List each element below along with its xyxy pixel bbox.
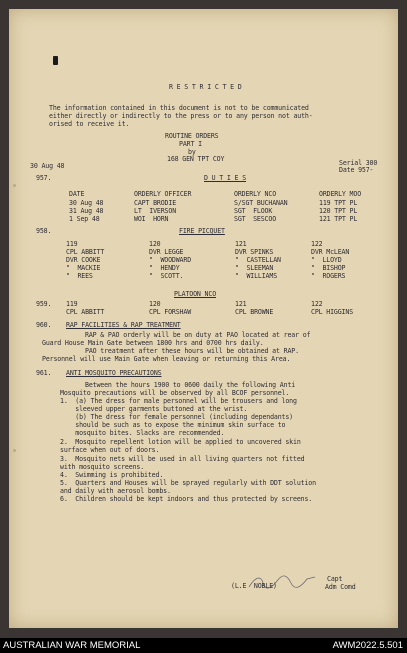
duties-cell: CAPT BRODIE	[134, 199, 177, 207]
section-title: ANTI MOSQUITO PRECAUTIONS	[66, 369, 162, 377]
para-number: 960.	[36, 321, 52, 329]
para-number: 957.	[36, 174, 52, 182]
signatory-name: (L.E NOBLE)	[231, 582, 277, 590]
punch-hole	[13, 184, 16, 187]
duties-header-moo: ORDERLY MOO	[319, 190, 362, 198]
picquet-platoon: 119	[66, 240, 78, 248]
signatory-role: Adm Comd	[325, 583, 356, 591]
picquet-name: " REES	[66, 272, 93, 280]
para-number: 961.	[36, 369, 52, 377]
nco-name: CPL BROWNE	[235, 308, 274, 316]
notice-line: The information contained in this document is not to be communicated	[49, 104, 309, 112]
picquet-name: " WILLIAMS	[235, 272, 278, 280]
body-line: with mosquito screens.	[60, 463, 145, 471]
body-line: mosquito bites. Slacks are recommended.	[60, 429, 225, 437]
body-line: PAO treatment after these hours will be obtained at RAP.	[85, 347, 299, 355]
body-line: Personnel will use Main Gate when leaving or returning this Area.	[42, 355, 291, 363]
section-title: FIRE PICQUET	[179, 227, 225, 235]
orders-title: ROUTINE ORDERS	[165, 132, 219, 140]
duties-cell: 1 Sep 48	[69, 215, 100, 223]
section-title: D U T I E S	[204, 174, 247, 182]
body-line: 6. Children should be kept indoors and thus protected by screens.	[60, 495, 313, 503]
duties-cell: 31 Aug 48	[69, 207, 104, 215]
orders-part: PART I	[179, 140, 202, 148]
picquet-platoon: 120	[149, 240, 161, 248]
picquet-name: " MACKIE	[66, 264, 101, 272]
para-number: 958.	[36, 227, 52, 235]
nco-name: CPL FORSHAW	[149, 308, 192, 316]
body-line: RAP & PAO orderly will be on duty at PAO located at rear of	[85, 331, 311, 339]
duties-header-officer: ORDERLY OFFICER	[134, 190, 192, 198]
picquet-name: " HENDY	[149, 264, 180, 272]
picquet-platoon: 122	[311, 240, 323, 248]
body-line: 2. Mosquito repellent lotion will be applied to uncovered skin	[60, 438, 301, 446]
duties-cell: 121 TPT PL	[319, 215, 358, 223]
document-page	[9, 9, 398, 628]
body-line: Mosquito precautions will be observed by all BCOF personnel.	[60, 389, 290, 397]
duties-cell: WOI HORN	[134, 215, 169, 223]
body-line: (b) The dress for female personnel (including dependants)	[60, 413, 294, 421]
picquet-name: " SCOTT.	[149, 272, 184, 280]
nco-platoon: 120	[149, 300, 161, 308]
duties-cell: 30 Aug 48	[69, 199, 104, 207]
body-line: Between the hours 1900 to 0600 daily the following Anti	[85, 381, 296, 389]
duties-cell: 119 TPT PL	[319, 199, 358, 207]
picquet-name: DVR SPINKS	[235, 248, 274, 256]
picquet-name: " BISHOP	[311, 264, 346, 272]
nco-platoon: 121	[235, 300, 247, 308]
duties-cell: 120 TPT PL	[319, 207, 358, 215]
nco-platoon: 119	[66, 300, 78, 308]
punch-hole	[13, 449, 16, 452]
duties-header-nco: ORDERLY NCO	[234, 190, 277, 198]
serial-number: Serial 300	[339, 159, 378, 167]
serial-date: Date 957-	[339, 166, 374, 174]
picquet-name: " LLOYD	[311, 256, 342, 264]
body-line: and daily with aerosol bombs.	[60, 487, 171, 495]
picquet-platoon: 121	[235, 240, 247, 248]
body-line: 1. (a) The dress for male personnel will be trousers and long	[60, 397, 297, 405]
notice-line: either directly or indirectly to the press or to any person not auth-	[49, 112, 313, 120]
section-title: RAP FACILITIES & RAP TREATMENT	[66, 321, 181, 329]
nco-name: CPL ABBITT	[66, 308, 105, 316]
section-title: PLATOON NCO	[174, 290, 217, 298]
body-line: should be such as to expose the minimum skin surface to	[60, 421, 286, 429]
picquet-name: " WOODWARD	[149, 256, 192, 264]
duties-cell: SGT SESCOO	[234, 215, 277, 223]
orders-by: by	[188, 148, 196, 156]
body-line: 3. Mosquito nets will be used in all living quarters not fitted	[60, 455, 305, 463]
para-number: 959.	[36, 300, 52, 308]
duties-header-date: DATE	[69, 190, 85, 198]
ink-blot	[53, 56, 58, 65]
body-line: 4. Swimming is prohibited.	[60, 471, 164, 479]
footer-institution: AUSTRALIAN WAR MEMORIAL	[3, 640, 141, 651]
classification-heading: R E S T R I C T E D	[169, 83, 242, 91]
orders-date: 30 Aug 48	[30, 162, 65, 170]
nco-platoon: 122	[311, 300, 323, 308]
picquet-name: " CASTELLAN	[235, 256, 281, 264]
picquet-name: " SLEEMAN	[235, 264, 274, 272]
picquet-name: DVR McLEAN	[311, 248, 350, 256]
picquet-name: CPL ABBITT	[66, 248, 105, 256]
nco-name: CPL HIGGINS	[311, 308, 354, 316]
picquet-name: DVR COOKE	[66, 256, 101, 264]
picquet-name: " ROGERS	[311, 272, 346, 280]
duties-cell: LT IVERSON	[134, 207, 177, 215]
body-line: surface when out of doors.	[60, 446, 160, 454]
notice-line: orised to receive it.	[49, 120, 130, 128]
body-line: sleeved upper garments buttoned at the wrist.	[60, 405, 248, 413]
footer-accession: AWM2022.5.501	[332, 640, 403, 651]
orders-unit: 168 GEN TPT COY	[167, 155, 225, 163]
body-line: 5. Quarters and Houses will be sprayed regularly with DDT solution	[60, 479, 316, 487]
picquet-name: DVR LEGGE	[149, 248, 184, 256]
archive-footer	[0, 638, 407, 653]
duties-cell: S/SGT BUCHANAN	[234, 199, 288, 207]
duties-cell: SGT FLOOK	[234, 207, 273, 215]
body-line: Guard House Main Gate between 1800 hrs and 0700 hrs daily.	[42, 339, 264, 347]
signatory-rank: Capt	[327, 575, 343, 583]
